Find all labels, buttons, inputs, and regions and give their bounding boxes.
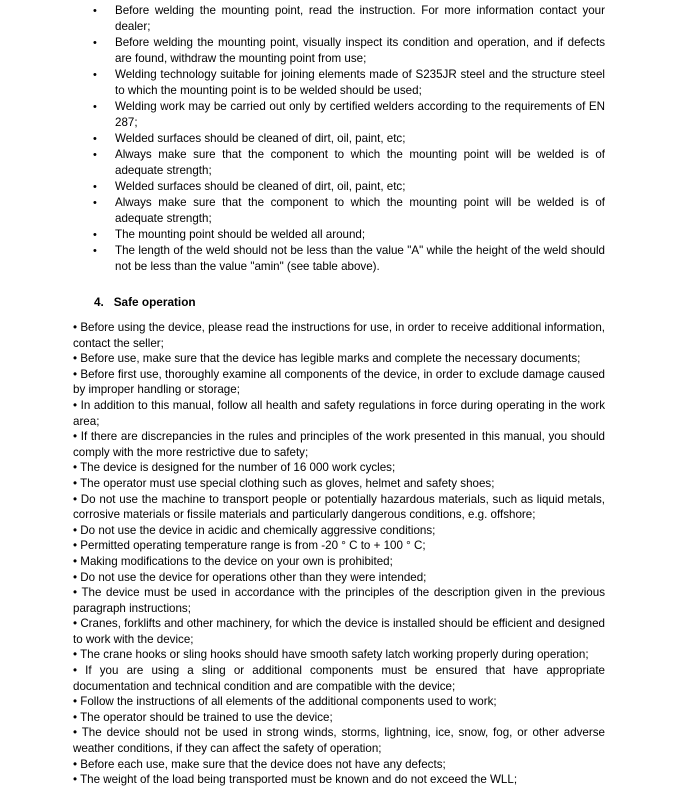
list-item: • The length of the weld should not be less than the value "A" while the height of the weld should not be less than the value "amin" (see table above). [93,244,605,273]
list-item: • Always make sure that the component to which the mounting point will be welded is of adequate strength; [93,148,605,177]
bullet-icon: • [93,181,97,193]
list-item: • If you are using a sling or additional components must be ensured that have appropriate documentation and technical condition and are compatible with the device; [73,664,605,693]
bullet-icon: • [93,245,97,257]
section-number: 4. [94,295,104,309]
section-heading [94,294,196,310]
list-item: • Before welding the mounting point, visually inspect its condition and operation, and if defects are found, withdraw the mounting point from use; [93,36,605,65]
list-item: • Always make sure that the component to which the mounting point will be welded is of adequate strength; [93,196,605,225]
bullet-icon: • [93,5,97,17]
list-item: • Welding work may be carried out only by certified welders according to the requirements of EN 287; [93,100,605,129]
list-item: • The device should not be used in strong winds, storms, lightning, ice, snow, fog, or other adverse weather conditions, if they can affect the safety of operation; [73,726,605,756]
list-item: • Welded surfaces should be cleaned of dirt, oil, paint, etc; [93,180,406,193]
bullet-icon: • [93,229,97,241]
list-item: • The mounting point should be welded all around; [93,228,366,241]
bullet-icon: • [93,133,97,145]
list-item: • The crane hooks or sling hooks should have smooth safety latch working properly during operation; [73,648,589,662]
bullet-icon: • [93,197,97,209]
section-title: Safe operation [113,295,196,309]
bullet-icon: • [93,69,97,81]
list-item: • Making modifications to the device on your own is prohibited; [73,554,393,568]
list-item: • Before welding the mounting point, read the instruction. For more information contact your dealer; [93,4,605,33]
list-item: • Welding technology suitable for joining elements made of S235JR steel and the structure steel to which the mounting point is to be welded should be used; [93,68,605,97]
list-item: • Before each use, make sure that the device does not have any defects; [73,757,446,771]
bullet-icon: • [93,149,97,161]
list-item: • The device is designed for the number of 16 000 work cycles; [73,461,396,475]
list-item: • Before first use, thoroughly examine all components of the device, in order to exclude damage caused by improper handling or storage; [73,367,605,397]
bullet-icon: • [93,101,97,113]
list-item: • The operator must use special clothing such as gloves, helmet and safety shoes; [73,476,495,490]
list-item: • Do not use the machine to transport people or potentially hazardous materials, such as liquid metals, corrosive materials or fissile materials and particularly dangerous conditions, e.g. offshore; [73,492,605,522]
list-item: • Follow the instructions of all elements of the additional components used to work; [73,695,497,709]
list-item: • If there are discrepancies in the rules and principles of the work presented in this manual, you should comply with the more restrictive due to safety; [73,430,605,459]
list-item: • The device must be used in accordance with the principles of the description given in the previous paragraph instructions; [73,586,605,615]
list-item: • The operator should be trained to use the device; [73,710,333,724]
list-item: • Before use, make sure that the device has legible marks and complete the necessary documents; [73,352,581,366]
list-item: • Cranes, forklifts and other machinery, for which the device is installed should be efficient and designed to work with the device; [73,617,605,646]
bullet-icon: • [93,37,97,49]
list-item: • Welded surfaces should be cleaned of dirt, oil, paint, etc; [93,132,406,145]
list-item: • The weight of the load being transported must be known and do not exceed the WLL; [73,773,518,787]
list-item: • Do not use the device for operations other than they were intended; [73,570,427,584]
list-item: • Before using the device, please read the instructions for use, in order to receive additional information, contact the seller; [73,321,605,350]
welding-instructions-list [0,3,675,275]
safe-operation-list [73,320,605,788]
list-item: • Do not use the device in acidic and chemically aggressive conditions; [73,523,436,537]
list-item: • Permitted operating temperature range is from -20 ° C to + 100 ° C; [73,539,426,553]
list-item: • In addition to this manual, follow all health and safety regulations in force during operating in the work area; [73,398,605,428]
